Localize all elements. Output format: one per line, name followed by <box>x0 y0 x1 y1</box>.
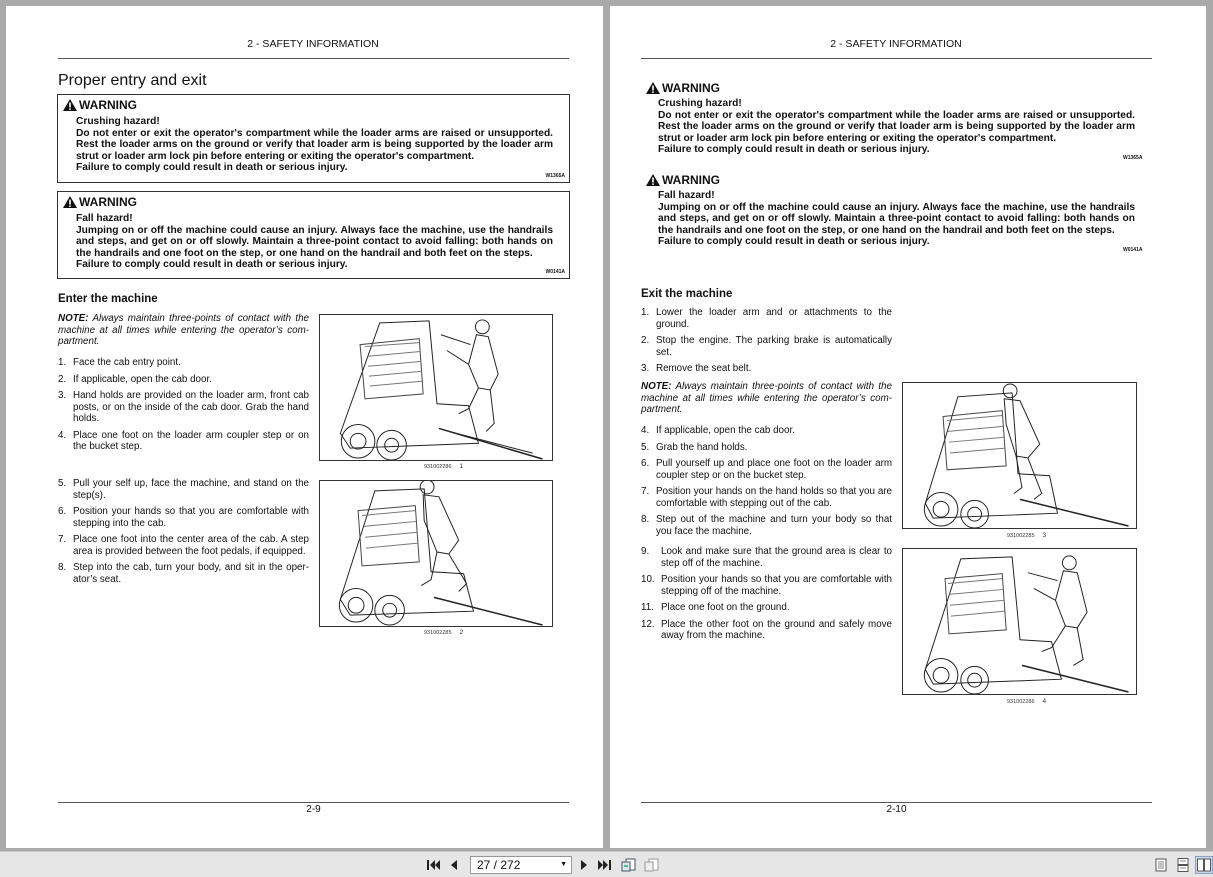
page-header: 2 - SAFETY INFORMATION <box>247 38 379 50</box>
list-item: 4. Place one foot on the loader arm coupler step or on the bucket step. <box>58 429 309 452</box>
warning-label: WARNING <box>79 98 137 112</box>
go-forward-icon[interactable] <box>643 856 661 874</box>
list-item: 5. Pull your self up, face the machine, and stand on the step(s). <box>58 478 309 501</box>
figure-caption <box>424 463 463 470</box>
list-item: 5. Grab the hand holds. <box>641 441 748 453</box>
warning-hazard: Crushing hazard! <box>658 98 742 109</box>
continuous-view-icon[interactable] <box>1174 856 1192 874</box>
page-left <box>6 6 603 848</box>
note-label: NOTE: <box>641 381 672 392</box>
section-heading: Enter the machine <box>58 293 158 305</box>
figure-code: 931002286 <box>424 464 452 470</box>
list-item: 2. If applicable, open the cab door. <box>58 373 212 385</box>
skid-steer-illustration <box>320 481 552 626</box>
warning-text <box>658 190 1135 248</box>
note <box>641 381 892 416</box>
figure-caption <box>424 629 463 636</box>
warning-label: WARNING <box>79 195 137 209</box>
warning-title <box>63 98 137 112</box>
page-right <box>610 6 1206 848</box>
step-list <box>641 307 892 375</box>
warning-triangle-icon <box>63 99 77 111</box>
figure-1-illustration <box>319 314 553 461</box>
list-item: 1. Lower the loader arm and or attachments to the ground. <box>641 307 892 330</box>
warning-box-fall <box>57 191 570 279</box>
warning-consequence: Failure to comply could result in death or serious injury. <box>658 236 930 247</box>
note-text: Always maintain three-points of contact with the machine at all times while entering the operator’s com-partment. <box>641 381 892 415</box>
page-header: 2 - SAFETY INFORMATION <box>830 38 962 50</box>
warning-title <box>63 195 137 209</box>
last-page-icon[interactable] <box>596 856 614 874</box>
note <box>58 313 309 348</box>
list-item: 12. Place the other foot on the ground and safely move away from the machine. <box>641 618 892 641</box>
header-rule <box>641 58 1152 59</box>
warning-code: W0141A <box>545 269 565 275</box>
figure-number: 3 <box>1042 532 1047 539</box>
first-page-icon[interactable] <box>424 856 442 874</box>
figure-3-illustration <box>902 382 1137 529</box>
list-item: 9. Look and make sure that the ground area is clear to step off of the machine. <box>641 546 892 569</box>
list-item: 3. Hand holds are provided on the loader arm, front cab posts, or on the inside of the cab door. Grab the hand holds. <box>58 390 309 424</box>
figure-number: 4 <box>1042 698 1047 705</box>
step-list <box>58 357 309 453</box>
figure-2-illustration <box>319 480 553 627</box>
section-heading: Exit the machine <box>641 288 733 300</box>
go-back-icon[interactable] <box>620 856 638 874</box>
warning-consequence: Failure to comply could result in death or serious injury. <box>658 144 930 155</box>
warning-title <box>646 81 720 95</box>
figure-code: 931002285 <box>1007 533 1035 539</box>
note-text: Always maintain three-points of contact with the machine at all times while entering the operator’s com-partment. <box>58 313 309 347</box>
warning-label: WARNING <box>662 81 720 95</box>
warning-hazard: Crushing hazard! <box>76 116 160 127</box>
skid-steer-illustration <box>903 383 1136 528</box>
list-item: 8. Step out of the machine and turn your body so that you face the machine. <box>641 514 892 537</box>
skid-steer-illustration <box>903 549 1136 694</box>
warning-text <box>658 98 1135 156</box>
page-number: 2-10 <box>886 804 907 815</box>
warning-consequence: Failure to comply could result in death or serious injury. <box>76 259 348 270</box>
figure-4-illustration <box>902 548 1137 695</box>
list-item: 1. Face the cab entry point. <box>58 357 181 368</box>
single-page-view-icon[interactable] <box>1152 856 1170 874</box>
warning-triangle-icon <box>646 82 660 94</box>
two-page-view-icon[interactable] <box>1195 856 1213 874</box>
page-indicator: 27 / 272 <box>477 858 521 872</box>
figure-code: 931002285 <box>424 630 452 636</box>
footer-rule <box>641 802 1152 803</box>
warning-triangle-icon <box>63 196 77 208</box>
warning-body: Do not enter or exit the operator's compartment while the loader arms are raised or unsupported. Rest the loader arms on the ground or verify that loader arm is being supported by the loader arm strut or loader arm lock pin before entering or exiting the operator's compartment. <box>76 127 553 162</box>
warning-body: Do not enter or exit the operator's compartment while the loader arms are raised or unsupported. Rest the loader arms on the ground or verify that loader arm is being supported by the loader arm strut or loader arm lock pin before entering or exiting the operator's compartment. <box>658 109 1135 144</box>
list-item: 7. Position your hands on the hand holds so that you are comfortable with stepping out of the cab. <box>641 486 892 509</box>
warning-body: Jumping on or off the machine could cause an injury. Always face the machine, use the handrails and steps, and get on or off slowly. Maintain a three-point contact to avoid falling: both hands on the handrails and one foot on the step, or one hand on the handrail and both feet on the steps. <box>76 224 553 259</box>
figure-code: 931002286 <box>1007 699 1035 705</box>
list-item: 4. If applicable, open the cab door. <box>641 425 795 436</box>
figure-number: 1 <box>459 463 464 470</box>
page-number: 2-9 <box>306 804 321 815</box>
warning-label: WARNING <box>662 173 720 187</box>
warning-box-crushing <box>57 94 570 183</box>
list-item: 7. Place one foot into the center area of the cab. A step area is provided between the foot pedals, if equipped. <box>58 534 309 557</box>
note-label: NOTE: <box>58 313 89 324</box>
warning-hazard: Fall hazard! <box>658 190 715 201</box>
warning-title <box>646 173 720 187</box>
list-item: 2. Stop the engine. The parking brake is automatically set. <box>641 335 892 358</box>
list-item: 11. Place one foot on the ground. <box>641 602 790 613</box>
skid-steer-illustration <box>320 315 552 460</box>
previous-page-icon[interactable] <box>446 856 462 874</box>
step-list <box>641 546 892 642</box>
viewer-toolbar <box>0 851 1213 877</box>
warning-triangle-icon <box>646 174 660 186</box>
list-item: 6. Pull yourself up and place one foot on the loader arm coupler step or on the bucket step. <box>641 458 892 481</box>
warning-consequence: Failure to comply could result in death or serious injury. <box>76 162 348 173</box>
warning-hazard: Fall hazard! <box>76 213 133 224</box>
chevron-down-icon[interactable]: ▼ <box>560 861 567 868</box>
figure-caption <box>1007 532 1046 539</box>
list-item: 6. Position your hands so that you are comfortable with stepping into the cab. <box>58 506 309 529</box>
warning-code: W1365A <box>1123 155 1143 161</box>
figure-caption <box>1007 698 1046 705</box>
warning-text <box>76 213 553 271</box>
warning-code: W0141A <box>1123 247 1143 253</box>
warning-text <box>76 116 553 174</box>
header-rule <box>58 58 569 59</box>
next-page-icon[interactable] <box>576 856 592 874</box>
list-item: 10. Position your hands so that you are comfortable with stepping off of the machine. <box>641 574 892 597</box>
figure-number: 2 <box>459 629 464 636</box>
warning-code: W1365A <box>545 173 565 179</box>
warning-body: Jumping on or off the machine could cause an injury. Always face the machine, use the handrails and steps, and get on or off slowly. Maintain a three-point contact to avoid falling: both hands on the handrails and one foot on the step, or one hand on the handrail and both feet on the steps. <box>658 201 1135 236</box>
step-list <box>58 478 309 585</box>
footer-rule <box>58 802 569 803</box>
list-item: 3. Remove the seat belt. <box>641 363 752 374</box>
list-item: 8. Step into the cab, turn your body, and sit in the oper-ator’s seat. <box>58 562 309 585</box>
page-number-input[interactable] <box>470 856 572 874</box>
page-title: Proper entry and exit <box>58 72 207 89</box>
step-list <box>641 425 892 537</box>
